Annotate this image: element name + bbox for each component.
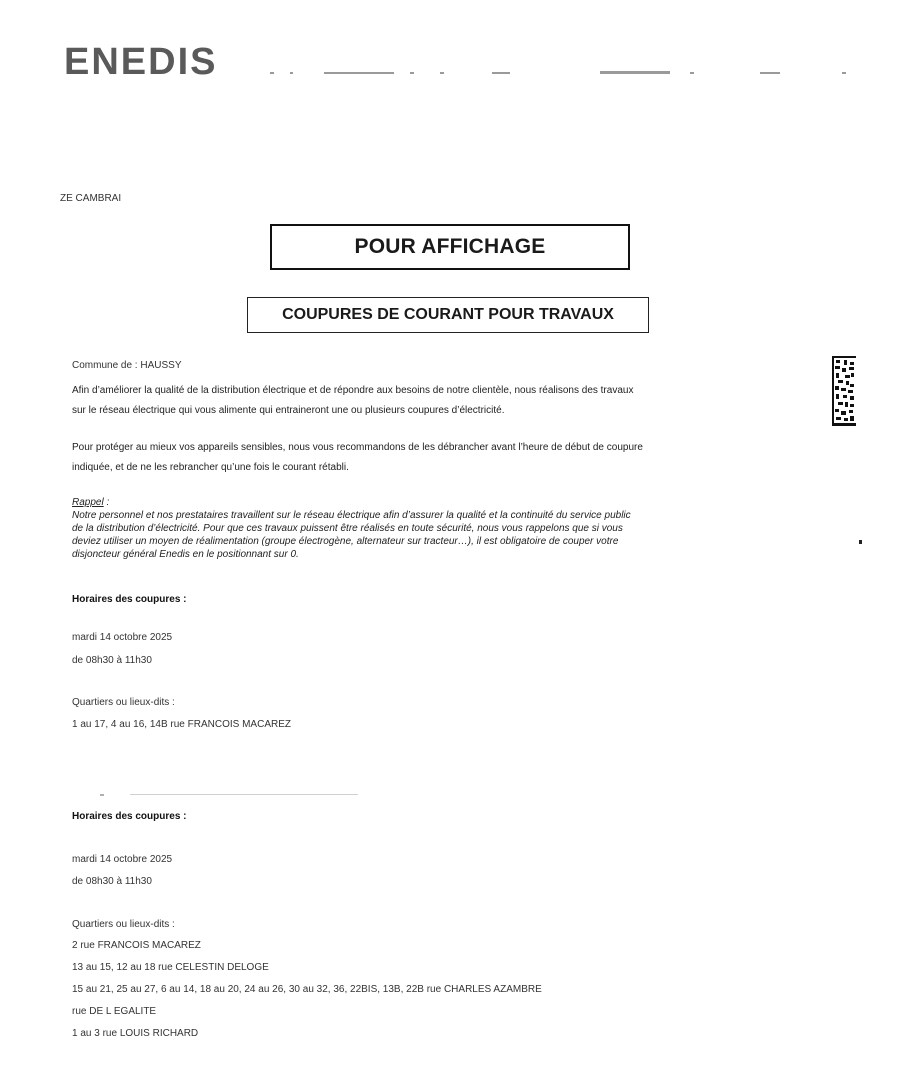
outage-2-title: Horaires des coupures : [72, 811, 187, 822]
rappel-heading [72, 496, 802, 509]
scan-mark [859, 540, 862, 544]
datamatrix-code-icon [832, 356, 856, 426]
outage-2-place: rue DE L EGALITE [72, 1006, 157, 1017]
intro-line-2: sur le réseau électrique qui vous alimente qui entraineront une ou plusieurs coupures d’électricité. [72, 405, 505, 416]
outage-1-title: Horaires des coupures : [72, 594, 187, 605]
outage-1-time: de 08h30 à 11h30 [72, 655, 152, 666]
outage-2-time: de 08h30 à 11h30 [72, 876, 152, 887]
rappel-line: Notre personnel et nos prestataires travaillent sur le réseau électrique afin d’assurer la qualité et la continuité du service public [72, 510, 631, 521]
outage-2-place: 15 au 21, 25 au 27, 6 au 14, 18 au 20, 24 au 26, 30 au 32, 36, 22BIS, 13B, 22B rue CHARLES AZAMBRE [72, 984, 542, 995]
agency-label: ZE CAMBRAI [60, 193, 122, 204]
outage-1-date: mardi 14 octobre 2025 [72, 632, 173, 643]
advice-line-1: Pour protéger au mieux vos appareils sensibles, nous vous recommandons de les débrancher avant l’heure de début de coupure [72, 442, 643, 453]
rappel-line: disjoncteur général Enedis en le positionnant sur 0. [72, 549, 299, 560]
advice-line-2: indiquée, et de ne les rebrancher qu’une fois le courant rétabli. [72, 462, 349, 473]
subtitle: COUPURES DE COURANT POUR TRAVAUX [282, 306, 614, 323]
rappel-line: de la distribution d’électricité. Pour que ces travaux puissent être réalisés en toute sécurité, nous vous rappelons que si vous [72, 523, 623, 534]
rappel-line: deviez utiliser un moyen de réalimentation (groupe électrogène, alternateur sur tracteur…), il est obligatoire de couper votre [72, 536, 619, 547]
header-decor-line [260, 66, 850, 78]
faint-separator [100, 793, 360, 797]
outage-2-places-label: Quartiers ou lieux-dits : [72, 919, 175, 930]
advice-paragraph [72, 438, 800, 478]
commune-label: Commune de : HAUSSY [72, 360, 182, 371]
outage-2-date: mardi 14 octobre 2025 [72, 854, 173, 865]
pour-affichage-box [270, 224, 630, 270]
intro-line-1: Afin d’améliorer la qualité de la distribution électrique et de répondre aux besoins de notre clientèle, nous réalisons des travaux [72, 385, 634, 396]
outage-2-place: 2 rue FRANCOIS MACAREZ [72, 940, 201, 951]
intro-paragraph [72, 381, 800, 421]
outage-1-places-label: Quartiers ou lieux-dits : [72, 697, 175, 708]
rappel-block [72, 496, 802, 561]
box-title: POUR AFFICHAGE [354, 235, 546, 258]
rappel-title: Rappel [72, 497, 104, 508]
outage-2-place: 1 au 3 rue LOUIS RICHARD [72, 1028, 199, 1039]
outage-2-place: 13 au 15, 12 au 18 rue CELESTIN DELOGE [72, 962, 269, 973]
outage-1-place: 1 au 17, 4 au 16, 14B rue FRANCOIS MACAREZ [72, 719, 291, 730]
enedis-logo [64, 36, 244, 84]
logo-text: ENEDIS [64, 41, 218, 83]
rappel-colon: : [103, 497, 110, 508]
subtitle-box [247, 297, 649, 333]
